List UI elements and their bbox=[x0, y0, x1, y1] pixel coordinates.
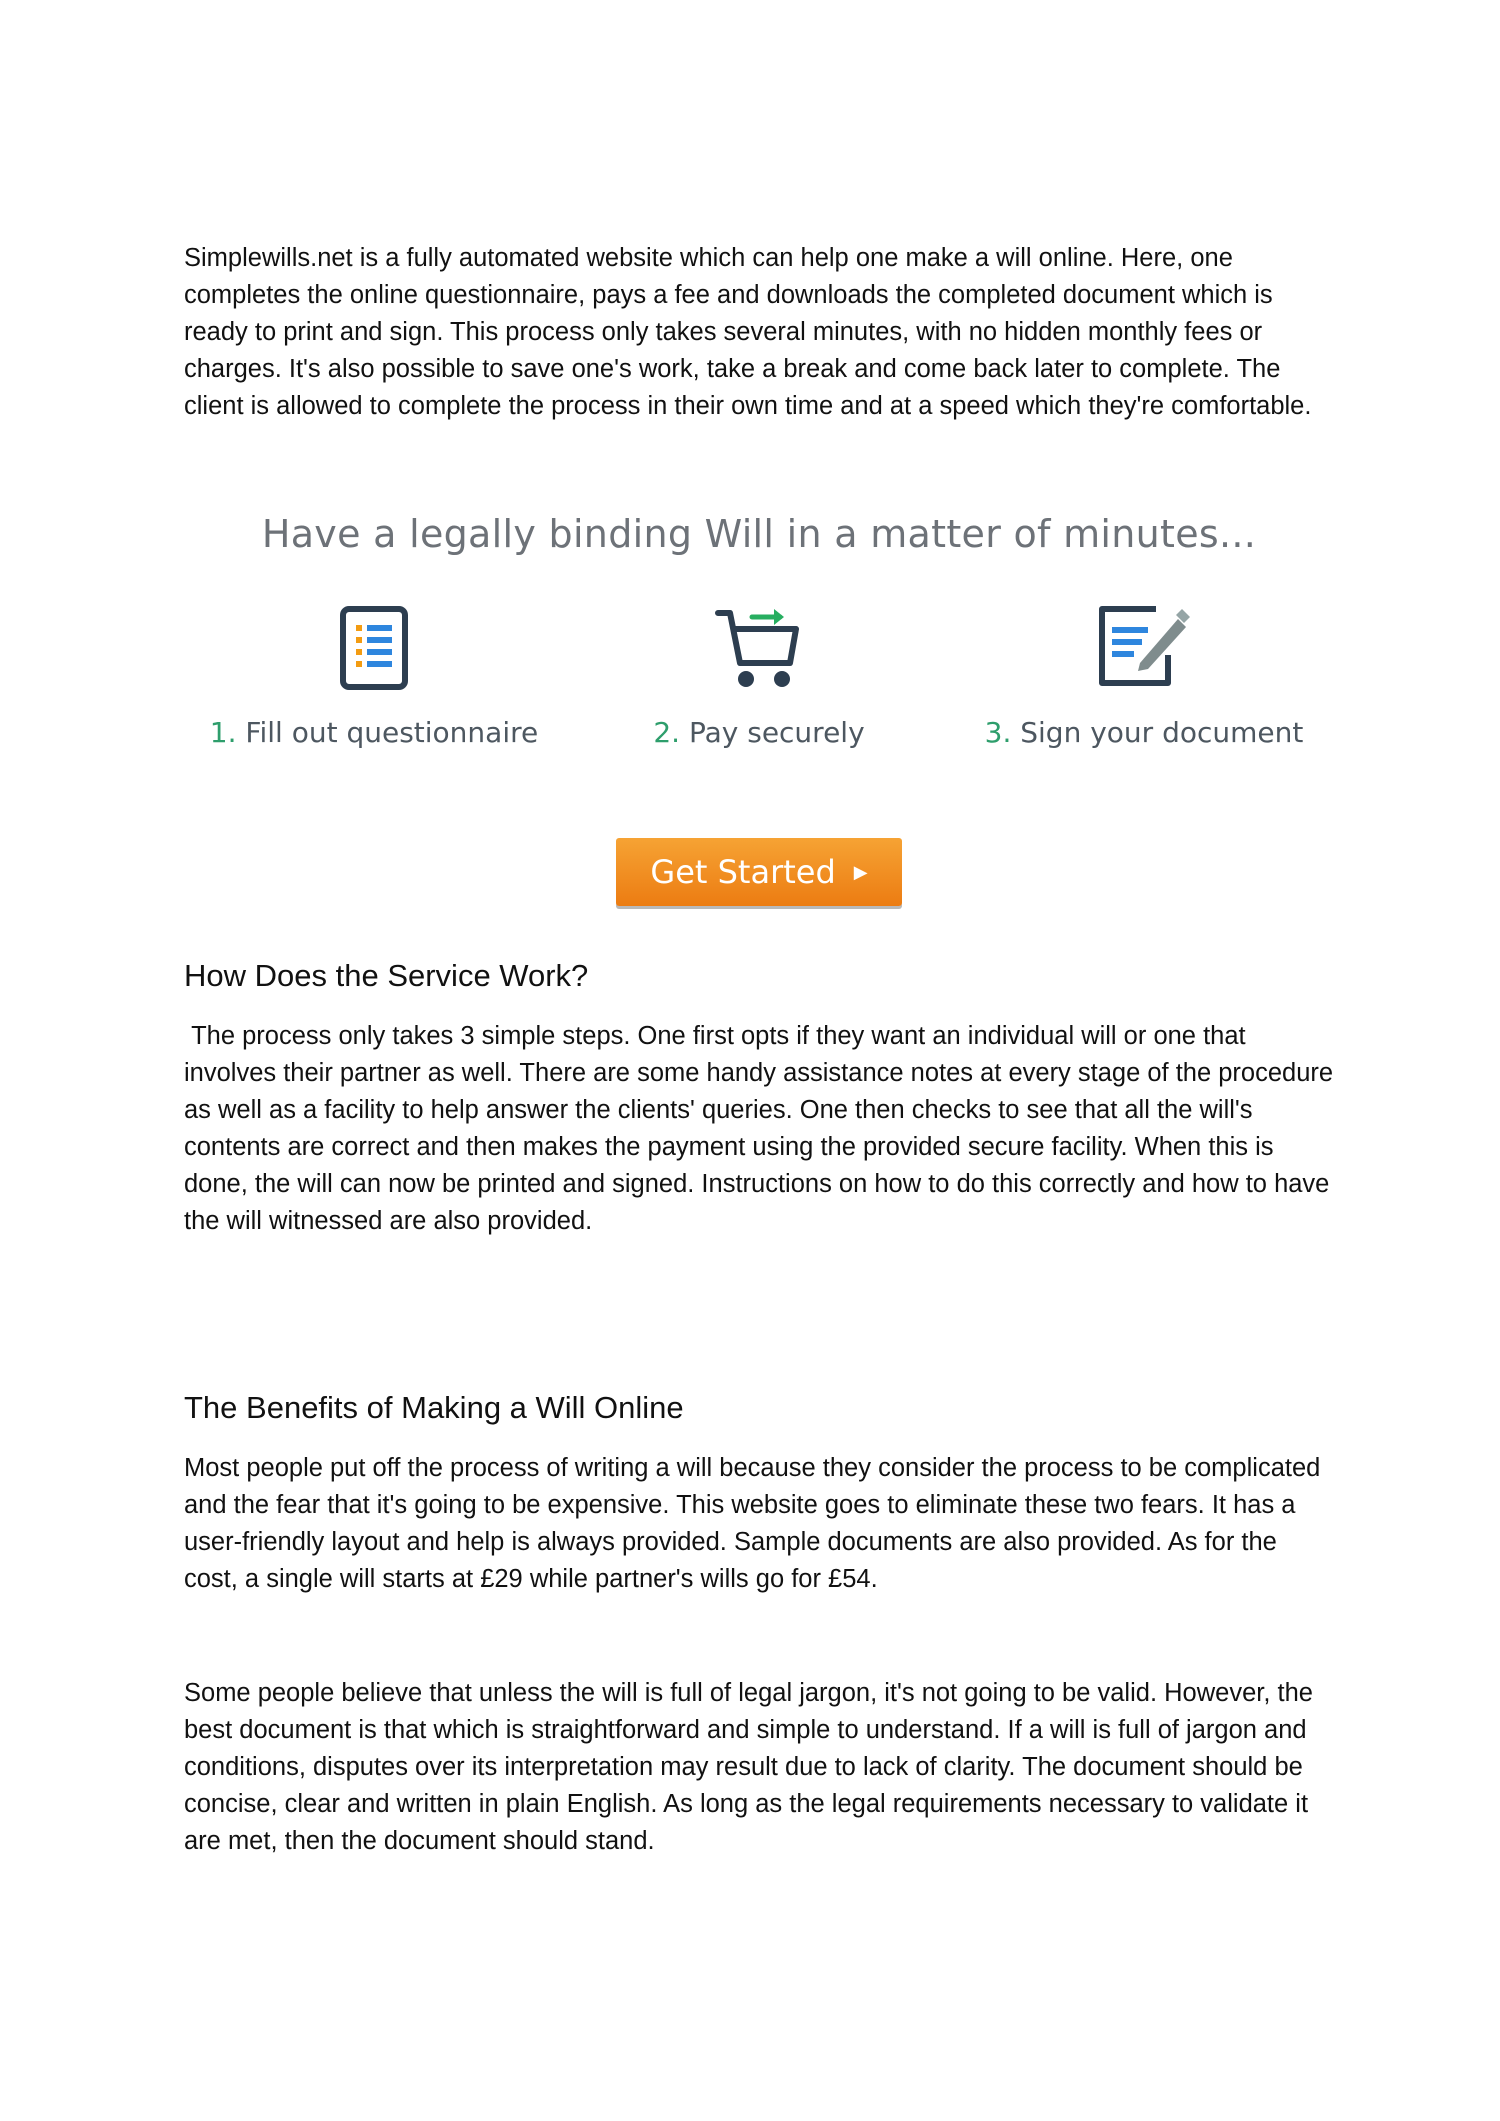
promo-banner bbox=[184, 500, 1334, 920]
get-started-button[interactable] bbox=[616, 838, 902, 906]
step-label bbox=[194, 716, 554, 749]
step-label bbox=[579, 716, 939, 749]
step-fill-questionnaire bbox=[194, 605, 554, 749]
shopping-cart-icon bbox=[714, 605, 804, 691]
step-pay-securely bbox=[579, 605, 939, 749]
play-arrow-icon: ▶ bbox=[853, 861, 868, 883]
sign-document-icon bbox=[1096, 605, 1192, 691]
heading-how-service-works: How Does the Service Work? bbox=[184, 958, 589, 993]
step-label bbox=[964, 716, 1324, 749]
step-number: 1. bbox=[209, 716, 237, 749]
step-sign-document bbox=[964, 605, 1324, 749]
questionnaire-icon bbox=[339, 605, 409, 691]
step-number: 2. bbox=[653, 716, 681, 749]
intro-paragraph: Simplewills.net is a fully automated website which can help one make a will online. Here, one completes the online questionnaire, pays a fee and downloads the completed document which is ready to print and sign. This process only takes several minutes, with no hidden monthly fees or charges. It's also possible to save one's work, take a break and come back later to complete. The client is allowed to complete the process in their own time and at a speed which they're comfortable. bbox=[184, 244, 1312, 420]
step-text: Pay securely bbox=[688, 716, 865, 749]
benefits-paragraph-1: Most people put off the process of writing a will because they consider the process to be complicated and the fear that it's going to be expensive. This website goes to eliminate these two fears. It has a user-friendly layout and help is always provided. Sample documents are also provided. As for the cost, a single will starts at £29 while partner's wills go for £54. bbox=[184, 1454, 1321, 1593]
get-started-label: Get Started bbox=[650, 853, 836, 891]
promo-title: Have a legally binding Will in a matter of minutes... bbox=[261, 512, 1257, 556]
benefits-paragraph-2: Some people believe that unless the will is full of legal jargon, it's not going to be valid. However, the best document is that which is straightforward and simple to understand. If a will is full of jargon and conditions, disputes over its interpretation may result due to lack of clarity. The document should be concise, clear and written in plain English. As long as the legal requirements necessary to validate it are met, then the document should stand. bbox=[184, 1679, 1313, 1855]
step-text: Sign your document bbox=[1020, 716, 1304, 749]
heading-benefits: The Benefits of Making a Will Online bbox=[184, 1390, 684, 1425]
step-text: Fill out questionnaire bbox=[245, 716, 539, 749]
how-service-works-paragraph: The process only takes 3 simple steps. One first opts if they want an individual will or one that involves their partner as well. There are some handy assistance notes at every stage of the procedure as well as a facility to help answer the clients' queries. One then checks to see that all the will's contents are correct and then makes the payment using the provided secure facility. When this is done, the will can now be printed and signed. Instructions on how to do this correctly and how to have the will witnessed are also provided. bbox=[184, 1022, 1341, 1235]
step-number: 3. bbox=[984, 716, 1012, 749]
